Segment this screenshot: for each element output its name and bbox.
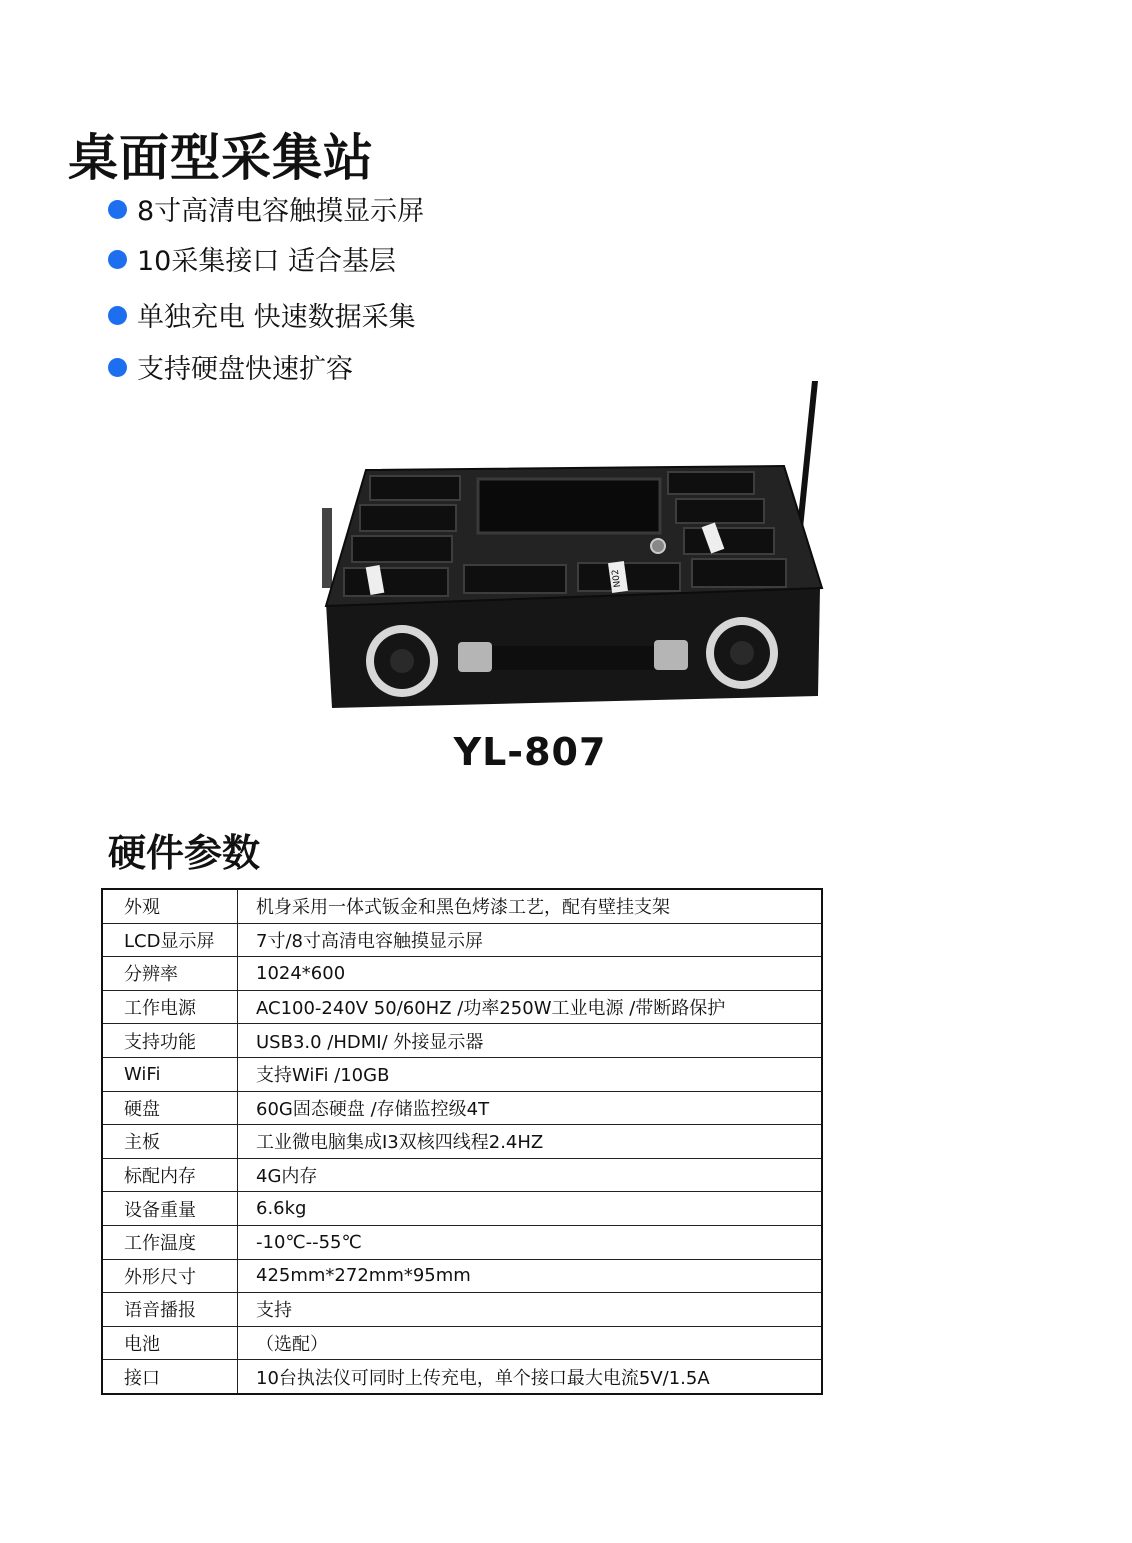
table-row (102, 1192, 822, 1226)
spec-value: 10台执法仪可同时上传充电，单个接口最大电流5V/1.5A (238, 1360, 823, 1394)
feature-item (108, 195, 424, 229)
spec-key: 硬盘 (102, 1091, 238, 1125)
feature-item (108, 353, 353, 387)
spec-key: 标配内存 (102, 1158, 238, 1192)
model-number: YL-807 (453, 730, 607, 774)
spec-value: -10℃--55℃ (238, 1225, 823, 1259)
table-row (102, 1293, 822, 1327)
table-row (102, 1259, 822, 1293)
spec-table (101, 888, 823, 1395)
table-row (102, 1158, 822, 1192)
bullet-dot-icon (108, 200, 127, 219)
spec-value: 支持WiFi /10GB (238, 1057, 823, 1091)
spec-section-heading: 硬件参数 (108, 831, 261, 875)
feature-text: 单独充电 快速数据采集 (137, 302, 416, 333)
table-row (102, 1326, 822, 1360)
device-product-image (318, 378, 832, 710)
spec-key: 工作电源 (102, 990, 238, 1024)
spec-key: 外观 (102, 889, 238, 923)
spec-key: 支持功能 (102, 1024, 238, 1058)
svg-text:N02: N02 (610, 568, 624, 588)
spec-key: 工作温度 (102, 1225, 238, 1259)
spec-value: 60G固态硬盘 /存储监控级4T (238, 1091, 823, 1125)
spec-key: 主板 (102, 1125, 238, 1159)
table-row (102, 1225, 822, 1259)
spec-key: 接口 (102, 1360, 238, 1394)
spec-value: USB3.0 /HDMI/ 外接显示器 (238, 1024, 823, 1058)
table-row (102, 1360, 822, 1394)
feature-text: 8寸高清电容触摸显示屏 (137, 196, 425, 227)
table-row (102, 1091, 822, 1125)
spec-value: 1024*600 (238, 957, 823, 991)
spec-value: 支持 (238, 1293, 823, 1327)
table-row (102, 1125, 822, 1159)
bullet-dot-icon (108, 358, 127, 377)
bullet-dot-icon (108, 306, 127, 325)
spec-value: （选配） (238, 1326, 823, 1360)
page-title: 桌面型采集站 (68, 129, 374, 187)
spec-value: 4G内存 (238, 1158, 823, 1192)
spec-key: 设备重量 (102, 1192, 238, 1226)
feature-text: 支持硬盘快速扩容 (137, 354, 353, 385)
table-row (102, 923, 822, 957)
table-row (102, 957, 822, 991)
spec-key: 语音播报 (102, 1293, 238, 1327)
feature-item (108, 245, 396, 279)
spec-key: LCD显示屏 (102, 923, 238, 957)
spec-value: 425mm*272mm*95mm (238, 1259, 823, 1293)
spec-value: 机身采用一体式钣金和黑色烤漆工艺，配有壁挂支架 (238, 889, 823, 923)
table-row (102, 889, 822, 923)
spec-key: 外形尺寸 (102, 1259, 238, 1293)
spec-value: AC100-240V 50/60HZ /功率250W工业电源 /带断路保护 (238, 990, 823, 1024)
screen-icon (478, 479, 660, 533)
spec-value: 6.6kg (238, 1192, 823, 1226)
feature-item (108, 301, 416, 335)
feature-text: 10采集接口 适合基层 (137, 246, 396, 277)
spec-value: 工业微电脑集成I3双核四线程2.4HZ (238, 1125, 823, 1159)
spec-key: WiFi (102, 1057, 238, 1091)
handle-icon (460, 646, 686, 670)
bullet-dot-icon (108, 250, 127, 269)
spec-key: 电池 (102, 1326, 238, 1360)
table-row (102, 990, 822, 1024)
spec-value: 7寸/8寸高清电容触摸显示屏 (238, 923, 823, 957)
table-row (102, 1057, 822, 1091)
table-row (102, 1024, 822, 1058)
spec-key: 分辨率 (102, 957, 238, 991)
